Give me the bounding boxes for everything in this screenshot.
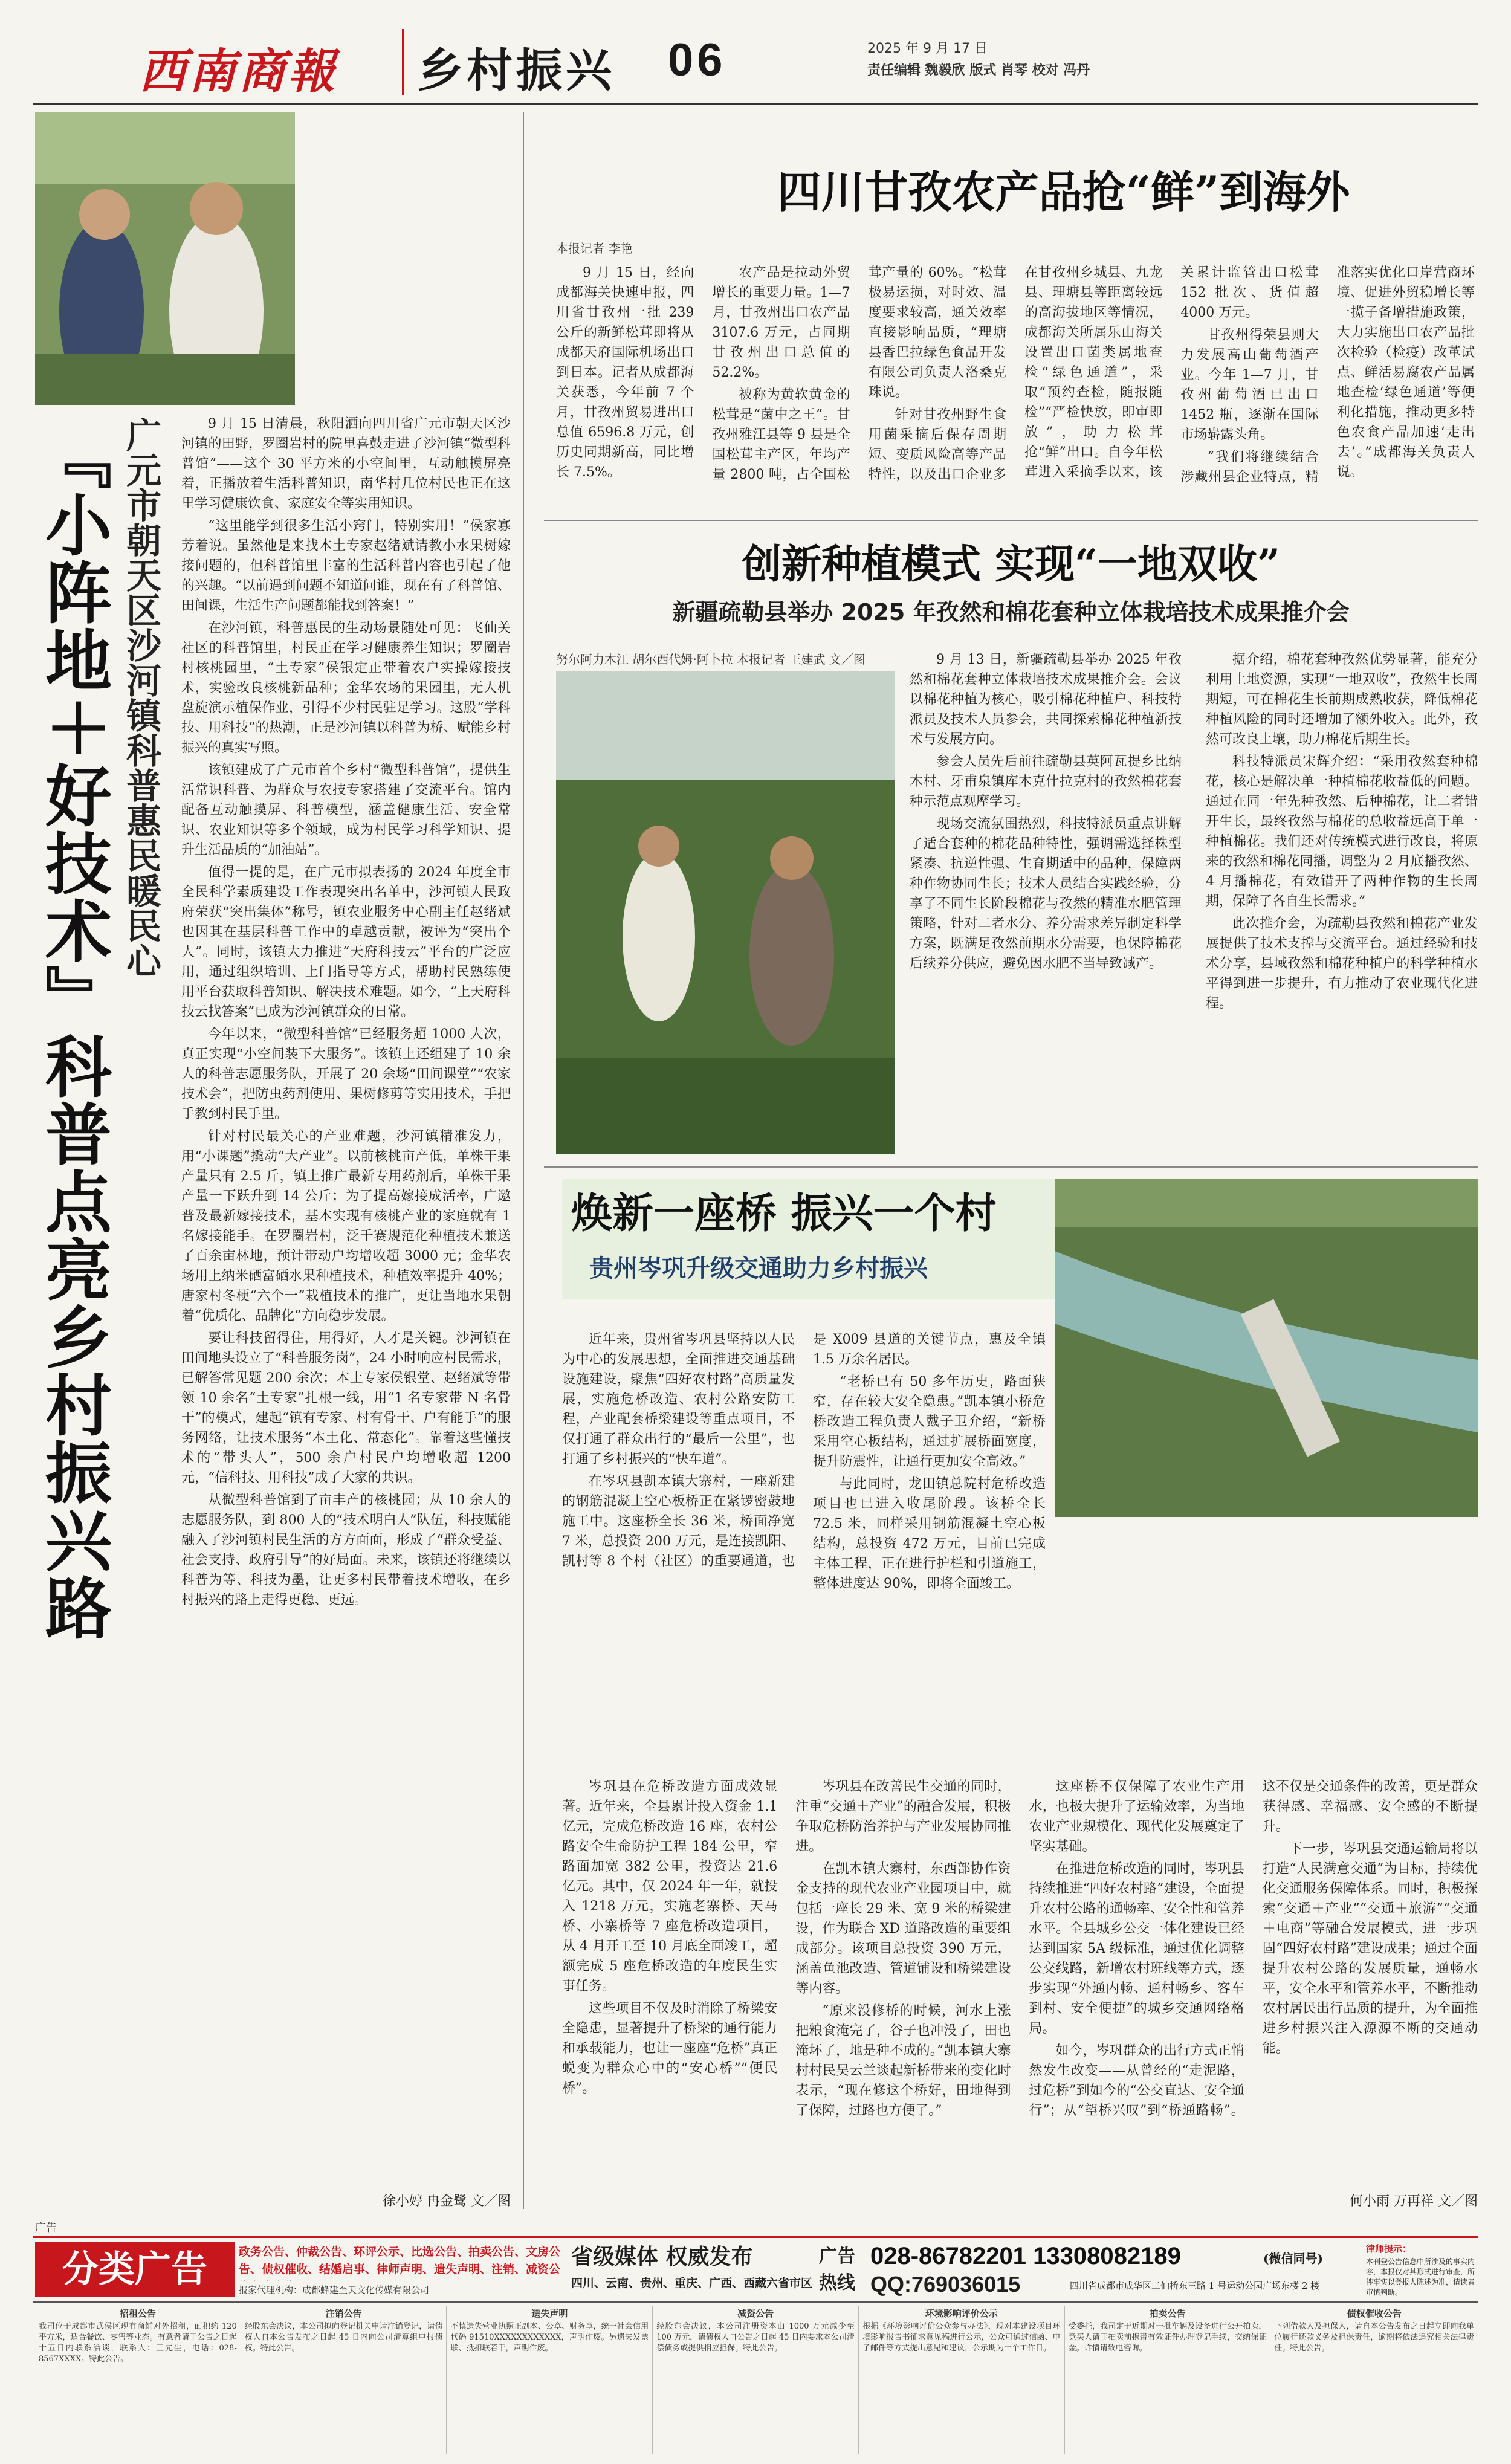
ad-notice-title: 注销公告 xyxy=(325,2308,362,2319)
ad-notice-body: 下列借款人及担保人，请自本公告发布之日起立即向我单位履行还款义务及担保责任，逾期将依法追究相关法律责任。特此公告。 xyxy=(1274,2322,1475,2353)
guizhou-subheadline: 贵州岑巩升级交通助力乡村振兴 xyxy=(589,1255,928,1282)
paragraph: 今年以来，“微型科普馆”已经服务超 1000 人次，真正实现“小空间装下大服务”。该镇上还组建了 10 余人的科普志愿服务队，开展了 20 余场“田间课堂”“农家技术会”，把防虫药剂使用、果树修剪等实用技术，手把手教到村民手里。 xyxy=(181,1027,511,1122)
section-rule xyxy=(544,1166,1478,1168)
ads-label: 广告 xyxy=(35,2222,57,2234)
ads-address: 四川省成都市成华区二仙桥东三路 1 号运动公园广场东楼 2 楼 xyxy=(1070,2280,1320,2291)
paragraph: 9 月 15 日，经向成都海关快速申报，四川省甘孜州一批 239 公斤的新鲜松茸即将从成都天府国际机场出口到日本。记者从成都海关获悉，今年前 7 个月，甘孜州贸易进出口总值 6596.8 万元，创历史同期新高，同比增长 7.5%。 xyxy=(556,265,694,480)
paragraph: 这座桥不仅保障了农业生产用水，也极大提升了运输效率，为当地农业产业规模化、现代化发展奠定了坚实基础。 xyxy=(1029,1779,1244,1854)
ad-notice xyxy=(35,2306,241,2454)
ad-notice-body: 经股东会决议，本公司拟向登记机关申请注销登记，请债权人自本公告发布之日起 45 日内向公司清算组申报债权。特此公告。 xyxy=(244,2322,443,2353)
paragraph: 现场交流氛围热烈，科技特派员重点讲解了适合套种的棉花品种特性，强调需选择株型紧凑、抗逆性强、生育期适中的品种，保障两种作物协同生长；技术人员结合实践经验，分享了不同生长阶段棉花与孜然的精准水肥管理策略，针对二者水分、养分需求差异制定科学方案，既满足孜然前期水分需要，也保障棉花后续养分供应，避免因水肥不当导致减产。 xyxy=(910,816,1182,971)
left-story-subheadline: 广元市朝天区沙河镇科普惠民暖民心 xyxy=(120,417,161,978)
editor-credits: 责任编辑 魏毅欣 版式 肖琴 校对 冯丹 xyxy=(867,63,1090,78)
paragraph: 岑巩县在危桥改造方面成效显著。近年来，全县累计投入资金 1.1 亿元，完成危桥改造 16 座，农村公路安全生命防护工程 184 公里，窄路面加宽 382 公里，投资达 21.6 亿元。其中，仅 2024 年一年，就投入 1218 万元，实施老寨桥、天马桥、小寨桥等 7 座危桥改造项目，从 4 月开工至 10 月底全面竣工，超额完成 5 座危桥改造的年度民生实事任务。 xyxy=(562,1779,778,1994)
ads-qq: QQ:769036015 xyxy=(870,2272,1021,2297)
left-story-author: 徐小婷 冉金鹭 文／图 xyxy=(383,2194,511,2209)
ads-banner-note: 报家代理机构：成都蜂建至天文化传媒有限公司 xyxy=(239,2285,430,2295)
paragraph: 在推进危桥改造的同时，岑巩县持续推进“四好农村路”建设，全面提升农村公路的通畅率、安全性和管养水平。全县城乡公交一体化建设已经达到国家 5A 级标准，通过优化调整公交线路，新增农村班线等方式，逐步实现“外通内畅、通村畅乡、客车到村、安全便捷”的城乡交通网络格局。 xyxy=(1029,1861,1244,2036)
ad-notice-title: 减资公告 xyxy=(737,2308,774,2319)
ad-notice-body: 不慎遗失营业执照正副本、公章、财务章，统一社会信用代码 91510XXXXXXXXXXXX，声明作废。另遗失发票联、抵扣联若干，声明作废。 xyxy=(450,2322,649,2353)
guizhou-body-part1 xyxy=(562,1330,1046,1765)
paragraph: 值得一提的是，在广元市拟表扬的 2024 年度全市全民科学素质建设工作表现突出名单中，沙河镇人民政府荣获“突出集体”称号，镇农业服务中心副主任赵绪斌也因其在基层科普工作中的卓越贡献，被评为“突出个人”。同时，该镇大力推进“天府科技云”平台的广泛应用，通过组织培训、上门指导等方式，帮助村民熟练使用平台获取科普知识、解决技术难题。如今，“上天府科技云找答案”已成为沙河镇群众的日常。 xyxy=(181,865,511,1020)
ad-notice xyxy=(1065,2306,1271,2454)
paragraph: 从微型科普馆到了亩丰产的核桃园；从 10 余人的志愿服务队，到 800 人的“技术明白人”队伍，科技赋能融入了沙河镇村民生活的方方面面，形成了“群众受益、社会支持、政府引导”的好局面。未来，该镇还将继续以科普为等、科技为墨，让更多村民带着技术增收，在乡村振兴的路上走得更稳、更远。 xyxy=(181,1493,511,1608)
paragraph: 近年来，贵州省岑巩县坚持以人民为中心的发展思想，全面推进交通基础设施建设，聚焦“四好农村路”高质量发展，实施危桥改造、农村公路安防工程，产业配套桥梁建设等重点项目，不仅打通了群众出行的“最后一公里”，也打通了乡村振兴的“快车道”。 xyxy=(562,1332,795,1467)
paragraph: 9 月 15 日清晨，秋阳洒向四川省广元市朝天区沙河镇的田野，罗圈岩村的院里喜鼓走进了沙河镇“微型科普馆”——这个 30 平方米的小空间里，互动触摸屏亮着，正播放着生活科普知识，南华村几位村民也正在这里学习健康饮食、家庭安全等实用知识。 xyxy=(181,416,511,511)
column-divider xyxy=(523,112,524,2209)
ads-top-rule xyxy=(33,2236,1478,2238)
disclaimer-text: 本刊登公告信息中所涉及的事实内容，本报仅对其形式进行审查，所涉事实以登报人陈述为准，请读者审慎判断。 xyxy=(1366,2257,1475,2297)
hotline-label: 热线 xyxy=(819,2272,855,2294)
paragraph: 在凯本镇大寨村，东西部协作资金支持的现代农业产业园项目中，就包括一座长 29 米、宽 9 米的桥梁建设，作为联合 XD 道路改造的重要组成部分。该项目总投资 390 万元，涵盖鱼池改造、管道铺设和桥梁建设等内容。 xyxy=(795,1861,1011,1996)
guizhou-author: 何小雨 万再祥 文／图 xyxy=(1350,2194,1478,2209)
hotline-label: 广告 xyxy=(819,2246,855,2267)
ad-notice-body: 经股东会决议，本公司注册资本由 1000 万元减少至 100 万元，请债权人自公告之日起 45 日内要求本公司清偿债务或提供相应担保。特此公告。 xyxy=(656,2322,855,2353)
ads-header-rule xyxy=(33,2301,1478,2303)
xinjiang-byline: 努尔阿力木江 胡尔西代姆·阿卜拉 本报记者 王建武 文／图 xyxy=(556,652,866,667)
paragraph: 该镇建成了广元市首个乡村“微型科普馆”，提供生活常识科普、为群众与农技专家搭建了交流平台。馆内配备互动触摸屏、科普模型，涵盖健康生活、安全常识、农业知识等多个领域，成为村民学习科学知识、提升生活品质的“加油站”。 xyxy=(181,763,511,858)
ad-notice xyxy=(653,2306,859,2454)
xinjiang-headline: 创新种植模式 实现“一地双收” xyxy=(742,540,1280,587)
paragraph: 与此同时，龙田镇总院村危桥改造项目也已进入收尾阶段。该桥全长 72.5 米，同样采用钢筋混凝土空心板结构，总投资 472 万元，目前已完成主体工程，正在进行护栏和引道施工，整体进度达 90%，即将全面竣工。 xyxy=(813,1476,1046,1591)
section-rule xyxy=(544,520,1478,521)
paragraph: “我们将继续结合涉藏州县企业特点，精准落实优化口岸营商环境、促进外贸稳增长等一揽子备增措施政策，大力实施出口农产品批次检验（检疫）改革试点、鲜活易腐农产品属地查检‘绿色通道’等便利化措施，推动更多特色农食产品加速‘走出去’。”成都海关负责人说。 xyxy=(1180,265,1475,485)
xinjiang-photo xyxy=(556,671,895,1154)
section-title: 乡村振兴 xyxy=(417,44,615,97)
ad-notice xyxy=(1270,2306,1478,2454)
xinjiang-body xyxy=(910,650,1478,1157)
paragraph: 据介绍，棉花套种孜然优势显著，能充分利用土地资源，实现“一地双收”，孜然生长周期短，可在棉花生长前期成熟收获，降低棉花种植风险的同时还增加了额外收入。此外，孜然可改良土壤，助力棉花后期生长。 xyxy=(1206,652,1478,747)
paragraph: 在岑巩县凯本镇大寨村，一座新建的钢筋混凝土空心板桥正在紧锣密鼓地施工中。这座桥全长 36 米，桥面净宽 7 米，总投资 200 万元，是连接凯阳、凯村等 8 个村（社区）的重要通道，也是 X009 县道的关键节点，惠及全镇 1.5 万余名居民。 xyxy=(562,1332,1046,1569)
paragraph: “原来没修桥的时候，河水上涨把粮食淹完了，谷子也冲没了，田也淹坏了，地是种不成的。”凯本镇大寨村村民吴云兰谈起新桥带来的变化时表示，“现在修这个桥好，田地得到了保障，过路也方便了。” xyxy=(795,2003,1011,2118)
left-story-body xyxy=(181,414,511,2188)
ads-banner-subtitle: 政务公告、仲裁公告、环评公示、比选公告、拍卖公告、文房公告、债权催收、结婚启事、律师声明、遗失声明、注销、减资公 xyxy=(239,2245,561,2276)
ad-notice-title: 环境影响评价公示 xyxy=(925,2308,998,2319)
paragraph: 针对甘孜州野生食用菌采摘后保存周期短、变质风险高等产品特性，以及出口企业多在甘孜州乡城县、九龙县、理塘县等距离较远的高海拔地区等情况，成都海关所属乐山海关设置出口菌类属地查检“绿色通道”，采取“预约查检，随报随检”“严检快放，即审即放”，助力松茸抢“鲜”出口。自今年松茸进入采摘季以来，该关累计监管出口松茸 152 批次、货值超 4000 万元。 xyxy=(868,265,1319,482)
paragraph: 岑巩县在改善民生交通的同时，注重“交通＋产业”的融合发展，积极争取危桥防治养护与产业发展协同推进。 xyxy=(795,1779,1011,1854)
paragraph: 要让科技留得住，用得好，人才是关键。沙河镇在田间地头设立了“科普服务岗”，24 小时响应村民需求，已解答常见题 200 余次；本土专家侯银堂、赵绪斌等带领 10 余名“土专家”扎根一线，用“1 名专家带 N 名骨干”的模式，建起“镇有专家、村有骨干、户有能手”的服务网络，让技术服务“本土化、常态化”。靠着这些懂技术的“带头人”，500 余户村民户均增收超 1200 元，“信科技、用科技”成了大家的共识。 xyxy=(181,1331,511,1486)
issue-date: 2025 年 9 月 17 日 xyxy=(867,41,988,56)
media-regions: 四川、云南、贵州、重庆、广西、西藏六省市区 xyxy=(571,2277,813,2290)
ad-notice xyxy=(241,2306,447,2454)
paragraph: 甘孜州得荣县则大力发展高山葡萄酒产业。今年 1—7 月，甘孜州葡萄酒已出口 1452 瓶，逐渐在国际市场崭露头角。 xyxy=(1180,328,1319,442)
guizhou-headline: 焕新一座桥 振兴一个村 xyxy=(571,1189,997,1238)
paragraph: “这里能学到很多生活小窍门，特别实用！”侯家寡芳着说。虽然他是来找本土专家赵绪斌请教小水果树嫁接问题的，但科普馆里丰富的生活科普内容也引起了他的兴趣。“以前遇到问题不知道问谁，现在有了科普馆、田间课，生活生产问题都能找到答案！” xyxy=(181,519,511,613)
paragraph: 这些项目不仅及时消除了桥梁安全隐患，显著提升了桥梁的通行能力和承载能力，也让一座座“危桥”真正蜕变为群众心中的“安心桥”“便民桥”。 xyxy=(562,2001,778,2096)
ad-notice-body: 受委托，我司定于近期对一批车辆及设备进行公开拍卖，竞买人请于拍卖前携带有效证件办理登记手续，交纳保证金。详情请致电咨询。 xyxy=(1068,2322,1267,2353)
paragraph: 此次推介会，为疏勒县孜然和棉花产业发展提供了技术支撑与交流平台。通过经验和技术分享，县域孜然和棉花种植户的科学种植水平得到进一步提升，有力推动了农业现代化进程。 xyxy=(1206,916,1478,1011)
left-story-photo xyxy=(35,112,295,405)
ad-notice xyxy=(447,2306,653,2454)
left-story-headline: 『小阵地＋好技术』科普点亮乡村振兴路 xyxy=(34,423,112,1641)
paragraph: 针对村民最关心的产业难题，沙河镇精准发力，用“小课题”撬动“大产业”。以前核桃亩产低，单株干果产量只有 2.5 斤，镇上推广最新专用药剂后，单株干果产量一下跃升到 14 公斤；为了提高嫁接成活率，广邀普及最新嫁接技术，基本实现有核桃产业的家庭就有 1 名嫁接能手。在罗圈岩村，泛千赛规范化种植技术兼送了百余亩林地，预计带动户均增收超 3000 元；金华农场用上纳米硒富硒水果种植技术，种植效率提升 40%；唐家村冬梗“六个一”栽植技术的推广，更让当地水果朝着“优质化、品牌化”方向稳步发展。 xyxy=(181,1129,511,1324)
paragraph: 下一步，岑巩县交通运输局将以打造“人民满意交通”为目标，持续优化交通服务保障体系。同时，积极探索“交通＋产业”“交通＋旅游”“交通＋电商”等融合发展模式，进一步巩固“四好农村路”建设成果；通过全面提升农村公路的发展质量，通畅水平，安全水平和管养水平，不断推动农村居民出行品质的提升，为全面推进乡村振兴注入源源不断的交通动能。 xyxy=(1262,1842,1478,2056)
paragraph: 科技特派员宋辉介绍：“采用孜然套种棉花，核心是解决单一种植棉花收益低的问题。通过在同一年先种孜然、后种棉花，让二者错开生长，最终孜然与棉花的总收益远高于单一种植棉花。我们还对传统模式进行改良，将原来的孜然和棉花同播，调整为 2 月底播孜然、4 月播棉花，有效错开了两种作物的生长周期，保障了各自生长需求。” xyxy=(1206,754,1478,909)
paragraph: 如今，岑巩群众的出行方式正悄然发生改变——从曾经的“走泥路，过危桥”到如今的“公交直达、安全通行”；从“望桥兴叹”到“桥通路畅”。这不仅是交通条件的改善，更是群众获得感、幸福感、安全感的不断提升。 xyxy=(1029,1779,1478,2118)
ad-notice-title: 招租公告 xyxy=(119,2308,156,2319)
paragraph: 在沙河镇，科普惠民的生动场景随处可见：飞仙关社区的科普馆里，村民正在学习健康养生知识；罗圈岩村核桃园里，“土专家”侯银定正带着农户实操嫁接技术，实验改良核桃新品种；金华农场的果园里，无人机盘旋演示植保作业，引得不少村民驻足学习。这股“学科技、用科技”的热潮，正是沙河镇以科普为桥、赋能乡村振兴的真实写照。 xyxy=(181,621,511,755)
ganzi-headline: 四川甘孜农产品抢“鲜”到海外 xyxy=(777,166,1350,218)
guizhou-bridge-photo xyxy=(1055,1179,1478,1517)
paragraph: 参会人员先后前往疏勒县英阿瓦提乡比纳木村、牙甫泉镇库木克什拉克村的孜然棉花套种示范点观摩学习。 xyxy=(910,754,1182,809)
media-slogan: 省级媒体 权威发布 xyxy=(571,2244,753,2269)
ad-notice xyxy=(859,2306,1065,2454)
header-rule xyxy=(33,103,1478,105)
ad-notice-title: 拍卖公告 xyxy=(1149,2308,1186,2319)
ad-notice-body: 根据《环境影响评价公众参与办法》，现对本建设项目环境影响报告书征求意见稿进行公示，公众可通过信函、电子邮件等方式提出意见和建议，公示期为十个工作日。 xyxy=(862,2322,1061,2353)
ad-notice-body: 我司位于成都市武侯区现有商铺对外招租，面积约 120 平方米，适合餐饮、零售等业态。有意者请于公告之日起十五日内联系洽谈，联系人：王先生，电话：028-8567XXXX。特此公告。 xyxy=(39,2322,237,2364)
ads-phone: 028-86782201 13308082189 xyxy=(870,2243,1181,2269)
ad-notice-title: 遗失声明 xyxy=(531,2308,568,2319)
ganzi-byline: 本报记者 李艳 xyxy=(556,241,633,256)
paragraph: “老桥已有 50 多年历史，路面狭窄，存在较大安全隐患。”凯本镇小桥危桥改造工程负责人戴子卫介绍，“新桥采用空心板结构，通过扩展桥面宽度，提升防震性，让通行更加安全高效。” xyxy=(813,1374,1046,1469)
paragraph: 9 月 13 日，新疆疏勒县举办 2025 年孜然和棉花套种立体栽培技术成果推介会。会议以棉花种植为核心，吸引棉花种植户、科技特派员及技术人员参会，共同探索棉花种植新技术与发展方向。 xyxy=(910,652,1182,747)
ads-banner-title: 分类广告 xyxy=(62,2248,207,2291)
ad-notice-title: 债权催收公告 xyxy=(1347,2308,1402,2319)
guizhou-body-part2 xyxy=(562,1777,1478,2188)
paragraph: 被称为黄软黄金的松茸是“菌中之王”。甘孜州雅江县等 9 县是全国松茸主产区，年均产量 2800 吨，占全国松茸产量的 60%。“松茸极易运损，对时效、温度要求较高，通关效率直接影响品质，“理塘县香巴拉绿色食品开发有限公司负责人洛桑克珠说。 xyxy=(712,265,1006,482)
paragraph: 农产品是拉动外贸增长的重要力量。1—7 月，甘孜州出口农产品 3107.6 万元，占同期甘孜州出口总值的 52.2%。 xyxy=(712,265,850,380)
page-number: 06 xyxy=(668,34,726,86)
ganzi-body xyxy=(556,263,1475,508)
xinjiang-subheadline: 新疆疏勒县举办 2025 年孜然和棉花套种立体栽培技术成果推介会 xyxy=(672,599,1350,626)
ads-grid xyxy=(35,2306,1478,2454)
newspaper-logo: 西南商報 xyxy=(139,44,338,99)
ads-phone-note: (微信同号) xyxy=(1263,2251,1323,2266)
disclaimer-title: 律师提示： xyxy=(1366,2243,1412,2254)
header-divider xyxy=(402,29,404,95)
